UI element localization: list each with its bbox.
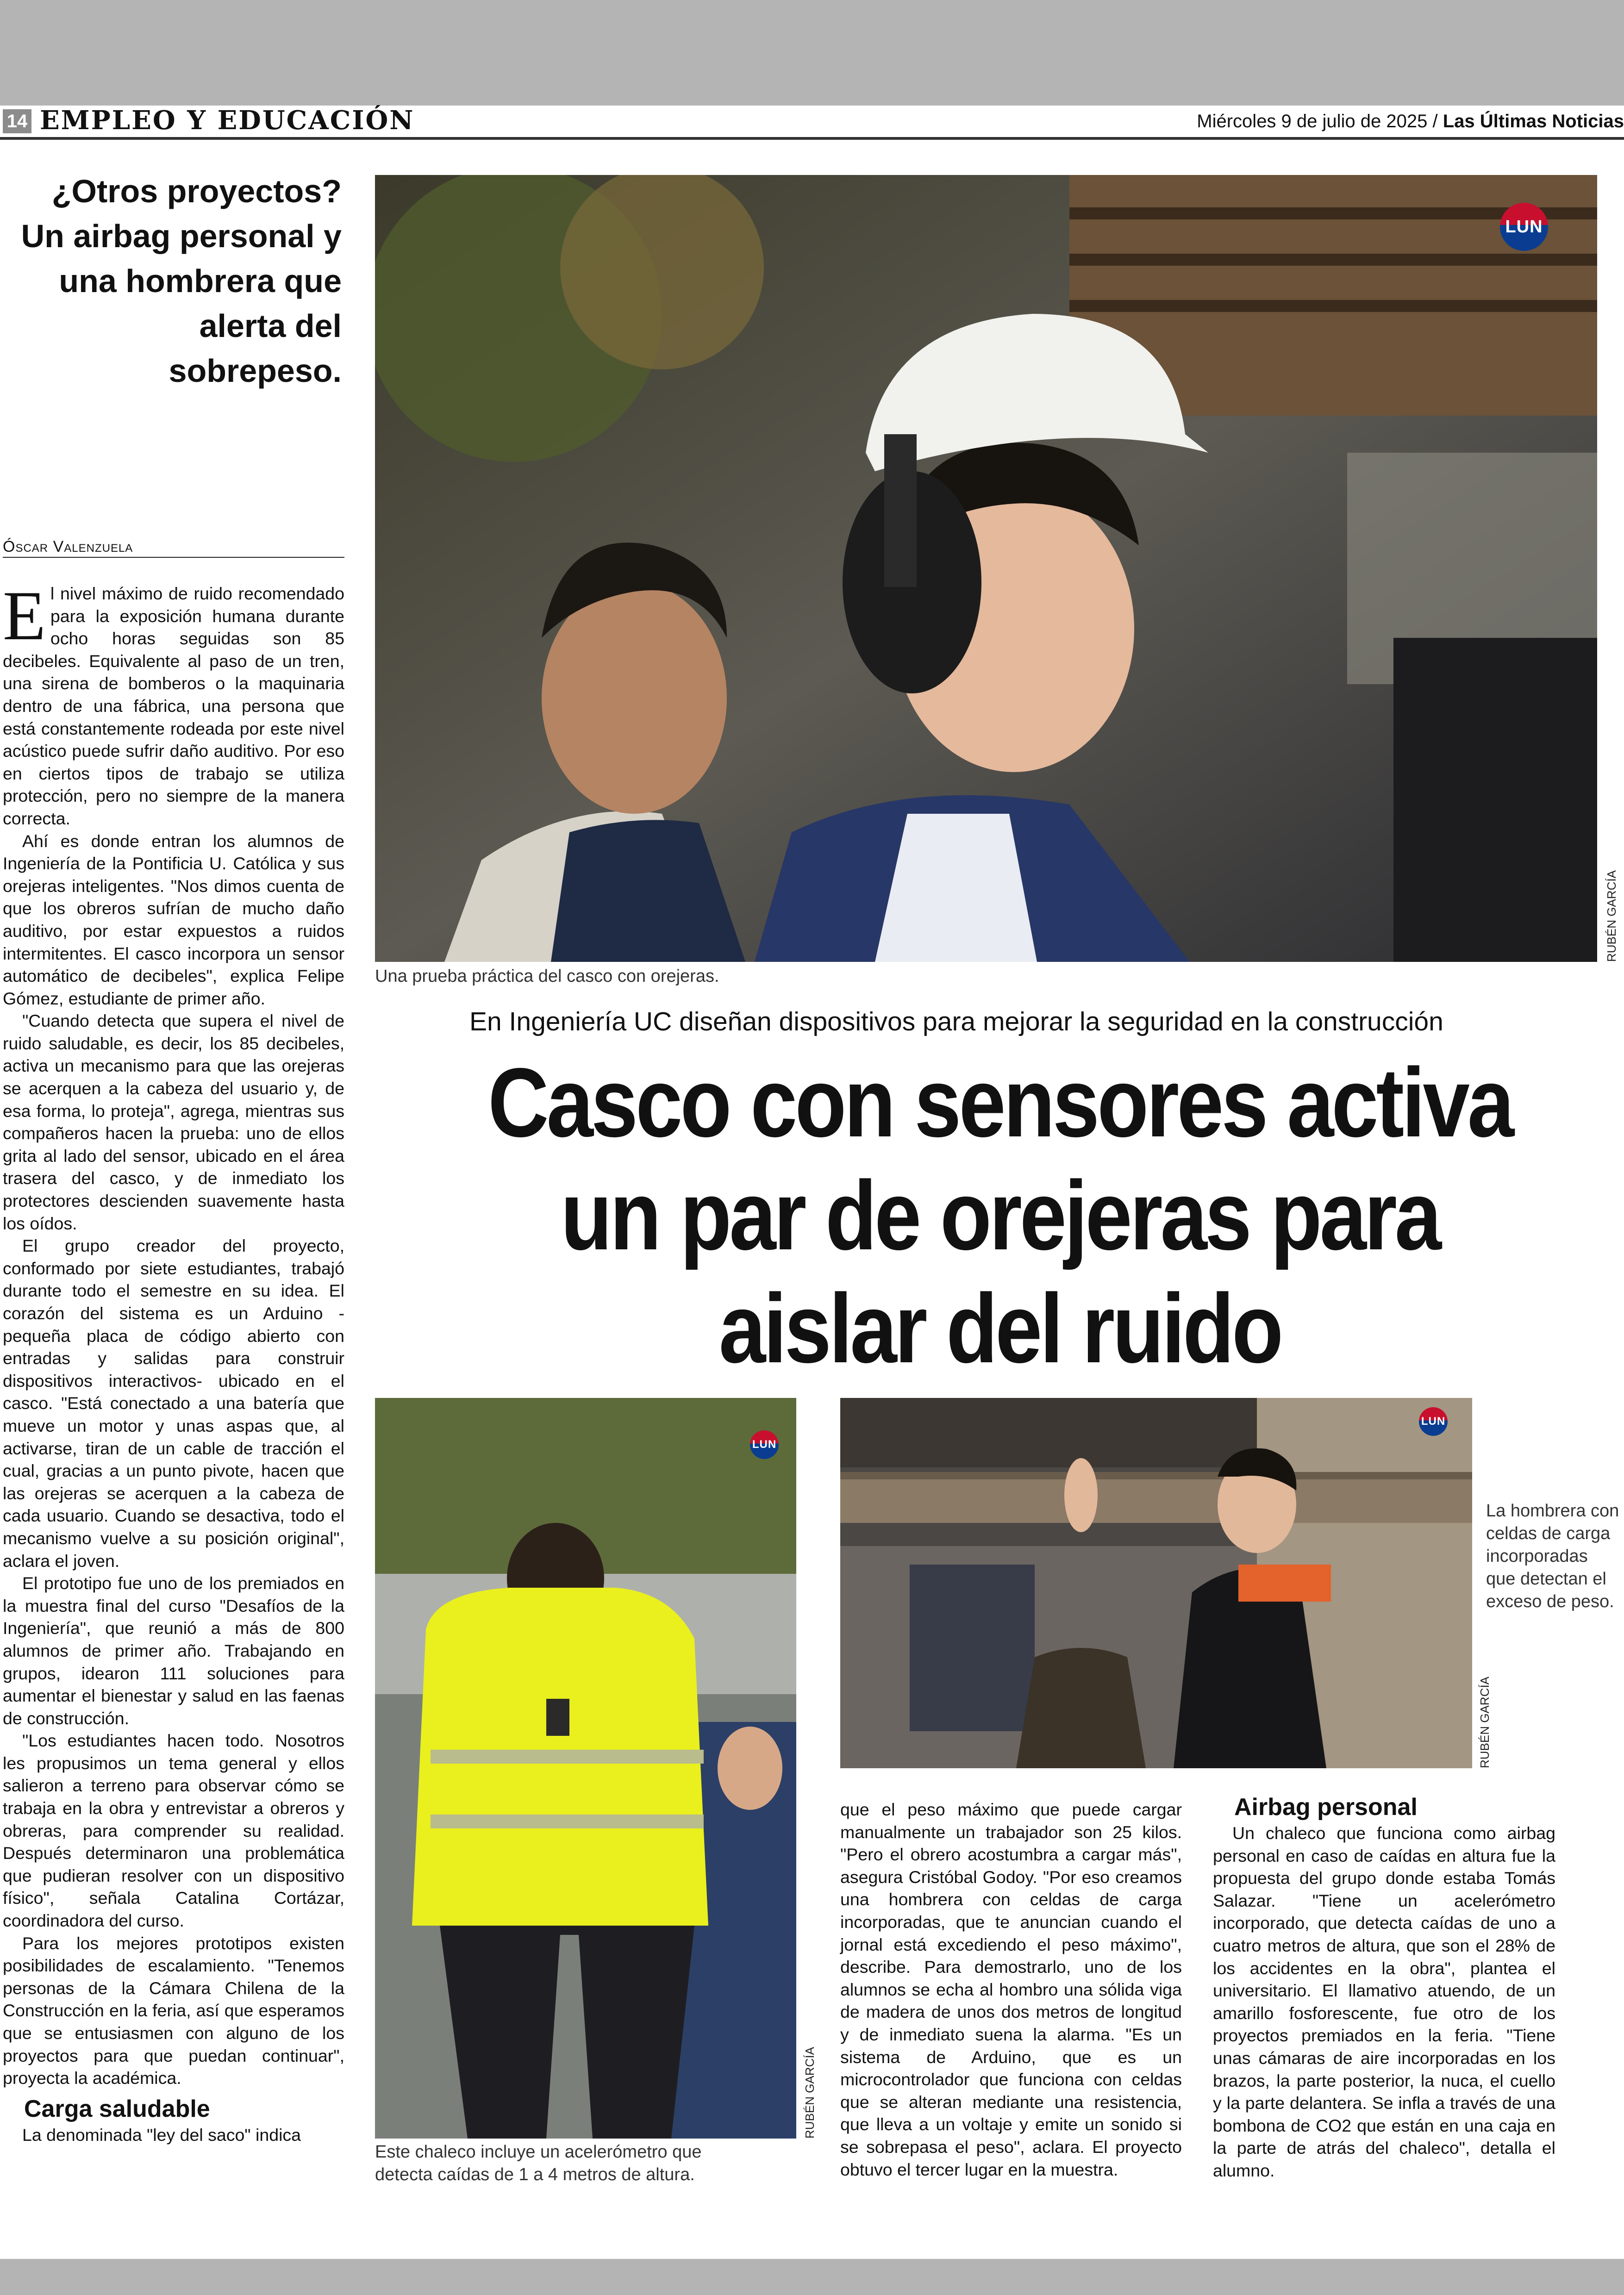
lun-logo: LUN bbox=[1419, 1407, 1448, 1436]
paragraph-2: Ahí es donde entran los alumnos de Ingeniería de la Pontificia U. Católica y sus orejeras inteligentes. "Nos dimos cuenta de que los obreros sufrían de mucho daño auditivo, por estar expuestos a ruidos intermitentes. El casco incorpora un sensor automático de decibeles", explica Felipe Gómez, estudiante de primer año. bbox=[3, 831, 344, 1008]
lun-logo: LUN bbox=[750, 1430, 779, 1459]
article-column-4 bbox=[1213, 1792, 1555, 2182]
section-title: EMPLEO Y EDUCACIÓN bbox=[40, 105, 415, 136]
paragraph-10: Un chaleco que funciona como airbag personal en caso de caídas en altura fue la propuesta del grupo donde estaba Tomás Salazar. "Tiene un acelerómetro incorporado, que detecta caídas de uno a cuatro metros de altura, que son el 28% de los accidentes en la obra", plantea el universitario. El llamativo atuendo, de un amarillo fosforescente, fue otro de los proyectos premiados en la feria. "Tiene unas cámaras de aire incorporadas en los brazos, la parte posterior, la nuca, el cuello y la parte delantera. Se infla a través de una bombona de CO2 que están en una caja en la parte de atrás del chaleco", detalla el alumno. bbox=[1213, 1823, 1555, 2180]
dateline-separator: / bbox=[1432, 111, 1438, 131]
top-margin-band bbox=[0, 0, 1624, 106]
main-photo-caption: Una prueba práctica del casco con orejeras. bbox=[375, 967, 719, 986]
main-photo-credit: RUBÉN GARCÍA bbox=[1605, 870, 1618, 962]
beam-photo-illustration bbox=[840, 1398, 1472, 1768]
bottom-margin-band bbox=[0, 2259, 1624, 2295]
paragraph-9: que el peso máximo que puede cargar manualmente un trabajador son 25 kilos. "Pero el obrero acostumbra a cargar más", asegura Cristóbal Godoy. "Por eso creamos una hombrera con celdas de carga incorporadas, que te anuncian cuando el jornal está excediendo el peso máximo", describe. Para demostrarlo, uno de los alumnos se echa al hombro una sólida viga de madera de unos dos metros de longitud y de inmediato suena la alarma. "Es un sistema de Arduino, que es un microcontrolador que funciona con celdas que se alteran mediante una resistencia, que lleva a un voltaje y emite un sonido si se sobrepasa el peso", aclara. El proyecto obtuvo el tercer lugar en la muestra. bbox=[840, 1800, 1182, 2179]
vest-photo-credit: RUBÉN GARCÍA bbox=[803, 2047, 817, 2139]
byline-rule bbox=[3, 557, 344, 558]
drop-cap: E bbox=[3, 577, 46, 655]
lun-logo: LUN bbox=[1500, 203, 1548, 251]
paragraph-3: "Cuando detecta que supera el nivel de ruido saludable, es decir, los 85 decibeles, activa un mecanismo para que las orejeras se acerquen a la cabeza del usuario y, de esa forma, lo proteja", agrega, mientras sus compañeros hacen la prueba: uno de ellos grita al lado del sensor, ubicado en el área trasera del casco, y de inmediato los protectores descienden suavemente hasta los oídos. bbox=[3, 1011, 344, 1233]
headline: Casco con sensores activa un par de orejeras para aislar del ruido bbox=[488, 1048, 1512, 1383]
issue-date: Miércoles 9 de julio de 2025 bbox=[1197, 111, 1428, 131]
page-header bbox=[0, 106, 1624, 137]
vest-photo-illustration bbox=[375, 1398, 796, 2139]
paragraph-5: El prototipo fue uno de los premiados en la muestra final del curso "Desafíos de la Ingeniería", que reunió a más de 800 alumnos de primer año. Trabajando en grupos, idearon 111 soluciones para aumentar el bienestar y salud en las faenas de construcción. bbox=[3, 1573, 344, 1728]
vest-photo bbox=[375, 1398, 796, 2139]
main-photo-helmet-earmuffs bbox=[375, 175, 1597, 962]
paragraph-8: La denominada "ley del saco" indica bbox=[22, 2125, 301, 2145]
article-column-1 bbox=[3, 577, 344, 2146]
header-rule bbox=[0, 137, 1624, 140]
subhead-carga-saludable: Carga saludable bbox=[24, 2095, 210, 2122]
kicker: En Ingeniería UC diseñan dispositivos para mejorar la seguridad en la construcción bbox=[469, 1007, 1443, 1036]
helmet-photo-illustration bbox=[375, 175, 1597, 962]
lead-question: ¿Otros proyectos? Un airbag personal y una hombrera que alerta del sobrepeso. bbox=[21, 173, 342, 389]
paragraph-6: "Los estudiantes hacen todo. Nosotros les propusimos un tema general y ellos salieron a terreno para observar cómo se trabaja en la obra y entrevistar a obreros y obreras, para comprender su realidad. Después determinaron una problemática que pudieran resolver con un dispositivo físico", señala Catalina Cortázar, coordinadora del curso. bbox=[3, 1731, 344, 1931]
article-column-3 bbox=[840, 1798, 1182, 2181]
paragraph-4: El grupo creador del proyecto, conformado por siete estudiantes, trabajó durante todo el semestre en su idea. El corazón del sistema es un Arduino -pequeña placa de código abierto con entradas y salidas para construir dispositivos interactivos- ubicado en el casco. "Está conectado a una batería que mueve un motor y unas aspas que, al activarse, tiran de un cable de tracción el cual, gracias a un punto pivote, hacen que las orejeras se acerquen a la cabeza de cada usuario. Cuando se desactiva, todo el mecanismo vuelve a su posición original", aclara el joven. bbox=[3, 1236, 344, 1571]
paragraph-7: Para los mejores prototipos existen posibilidades de escalamiento. "Tenemos personas de la Cámara Chilena de la Construcción en la feria, así que esperamos que se entusiasmen con alguno de los proyectos para que puedan continuar", proyecta la académica. bbox=[3, 1933, 344, 2088]
publication-name: Las Últimas Noticias bbox=[1443, 111, 1624, 131]
paragraph-1: El nivel máximo de ruido recomendado para la exposición humana durante ocho horas seguidas son 85 decibeles. Equivalente al paso de un tren, una sirena de bomberos o la maquinaria dentro de una fábrica, una persona que está constantemente rodeada por este nivel acústico puede sufrir daño auditivo. Por eso en ciertos tipos de trabajo se utiliza protección, pero no siempre de la manera correcta. bbox=[3, 577, 344, 828]
subhead-airbag-personal: Airbag personal bbox=[1234, 1794, 1418, 1821]
beam-photo-caption: La hombrera con celdas de carga incorporadas que detectan el exceso de peso. bbox=[1486, 1501, 1619, 1611]
beam-photo-credit: RUBÉN GARCÍA bbox=[1478, 1677, 1492, 1768]
byline: Óscar Valenzuela bbox=[3, 538, 133, 555]
beam-photo bbox=[840, 1398, 1472, 1768]
dateline bbox=[1197, 111, 1624, 132]
page-number: 14 bbox=[3, 109, 31, 133]
vest-photo-caption: Este chaleco incluye un acelerómetro que detecta caídas de 1 a 4 metros de altura. bbox=[375, 2142, 702, 2184]
